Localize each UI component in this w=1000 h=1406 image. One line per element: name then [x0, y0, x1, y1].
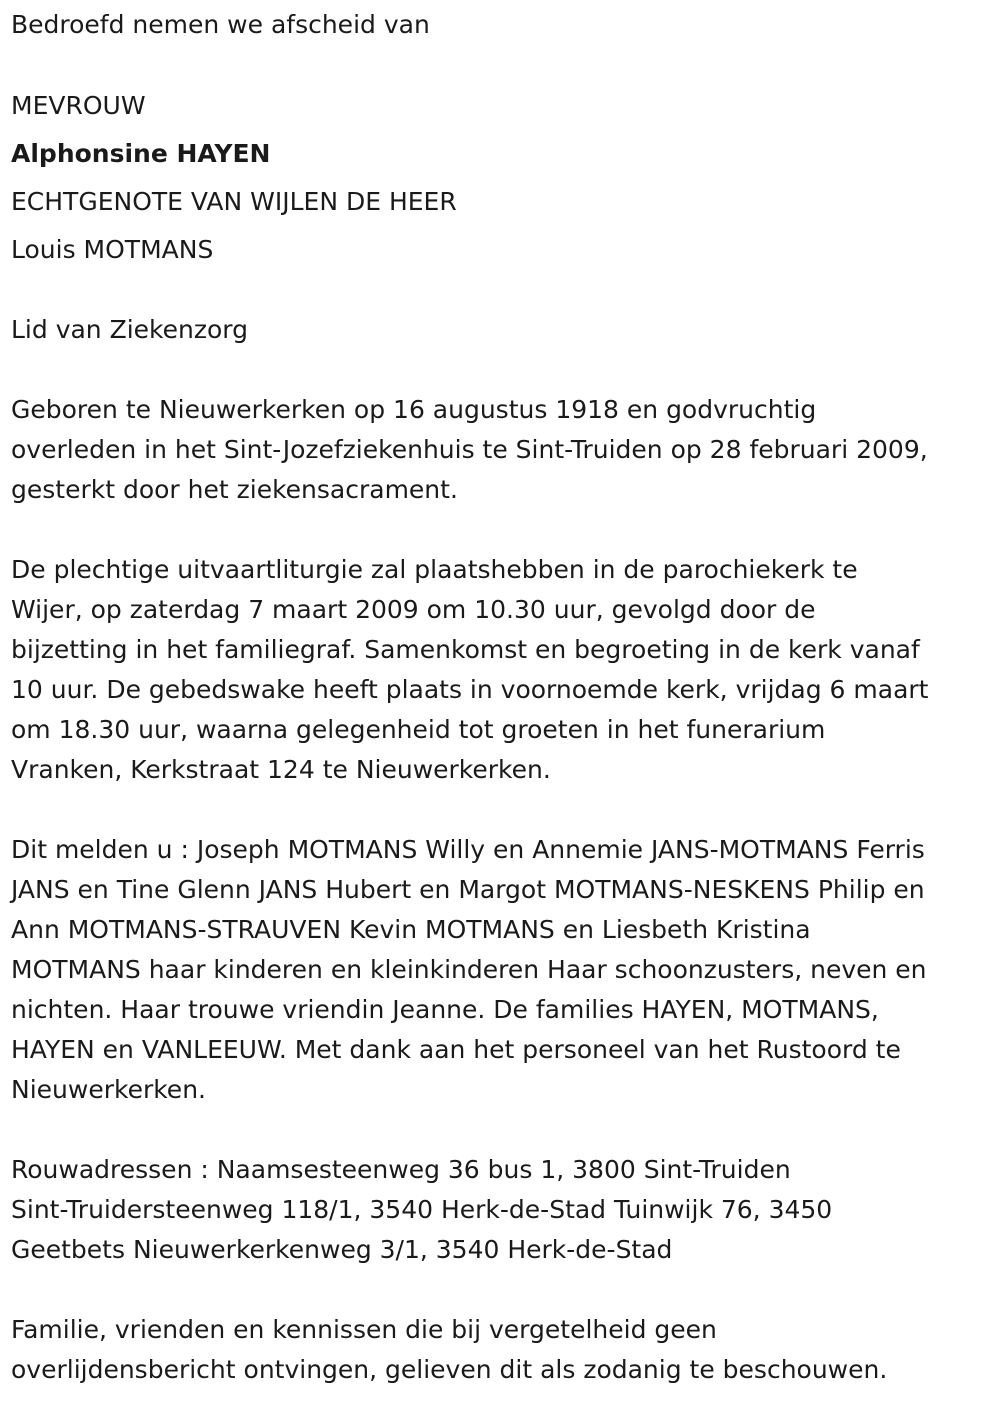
intro-line: Bedroefd nemen we afscheid van: [11, 10, 430, 39]
paragraph-line: bijzetting in het familiegraf. Samenkomst en begroeting in de kerk vanaf: [11, 635, 920, 664]
paragraph-line: om 18.30 uur, waarna gelegenheid tot groeten in het funerarium: [11, 715, 826, 744]
paragraph-line: Geboren te Nieuwerkerken op 16 augustus 1918 en godvruchtig: [11, 395, 817, 424]
paragraph-line: Vranken, Kerkstraat 124 te Nieuwerkerken.: [11, 755, 551, 784]
spouse-name: Louis MOTMANS: [11, 235, 214, 264]
deceased-name: Alphonsine HAYEN: [11, 139, 271, 168]
paragraph-line: 10 uur. De gebedswake heeft plaats in voornoemde kerk, vrijdag 6 maart: [11, 675, 929, 704]
paragraph-line: Rouwadressen : Naamsesteenweg 36 bus 1, 3800 Sint-Truiden: [11, 1155, 791, 1184]
spouse-label: ECHTGENOTE VAN WIJLEN DE HEER: [11, 187, 457, 216]
paragraph-line: JANS en Tine Glenn JANS Hubert en Margot MOTMANS-NESKENS Philip en: [11, 875, 925, 904]
paragraph-line: Dit melden u : Joseph MOTMANS Willy en Annemie JANS-MOTMANS Ferris: [11, 835, 925, 864]
paragraph-line: Familie, vrienden en kennissen die bij vergetelheid geen: [11, 1315, 717, 1344]
paragraph-line: Sint-Truidersteenweg 118/1, 3540 Herk-de-Stad Tuinwijk 76, 3450: [11, 1195, 833, 1224]
paragraph-line: nichten. Haar trouwe vriendin Jeanne. De families HAYEN, MOTMANS,: [11, 995, 879, 1024]
paragraph-line: overleden in het Sint-Jozefziekenhuis te Sint-Truiden op 28 februari 2009,: [11, 435, 928, 464]
paragraph-line: Wijer, op zaterdag 7 maart 2009 om 10.30 uur, gevolgd door de: [11, 595, 816, 624]
paragraph-line: overlijdensbericht ontvingen, gelieven dit als zodanig te beschouwen.: [11, 1355, 888, 1384]
paragraph-line: De plechtige uitvaartliturgie zal plaatshebben in de parochiekerk te: [11, 555, 858, 584]
title-mevrouw: MEVROUW: [11, 91, 146, 120]
paragraph-line: gesterkt door het ziekensacrament.: [11, 475, 458, 504]
paragraph-line: Nieuwerkerken.: [11, 1075, 206, 1104]
paragraph-line: Ann MOTMANS-STRAUVEN Kevin MOTMANS en Liesbeth Kristina: [11, 915, 811, 944]
paragraph-line: MOTMANS haar kinderen en kleinkinderen Haar schoonzusters, neven en: [11, 955, 927, 984]
membership-line: Lid van Ziekenzorg: [11, 315, 248, 344]
paragraph-line: HAYEN en VANLEEUW. Met dank aan het personeel van het Rustoord te: [11, 1035, 901, 1064]
paragraph-line: Geetbets Nieuwerkerkenweg 3/1, 3540 Herk-de-Stad: [11, 1235, 673, 1264]
